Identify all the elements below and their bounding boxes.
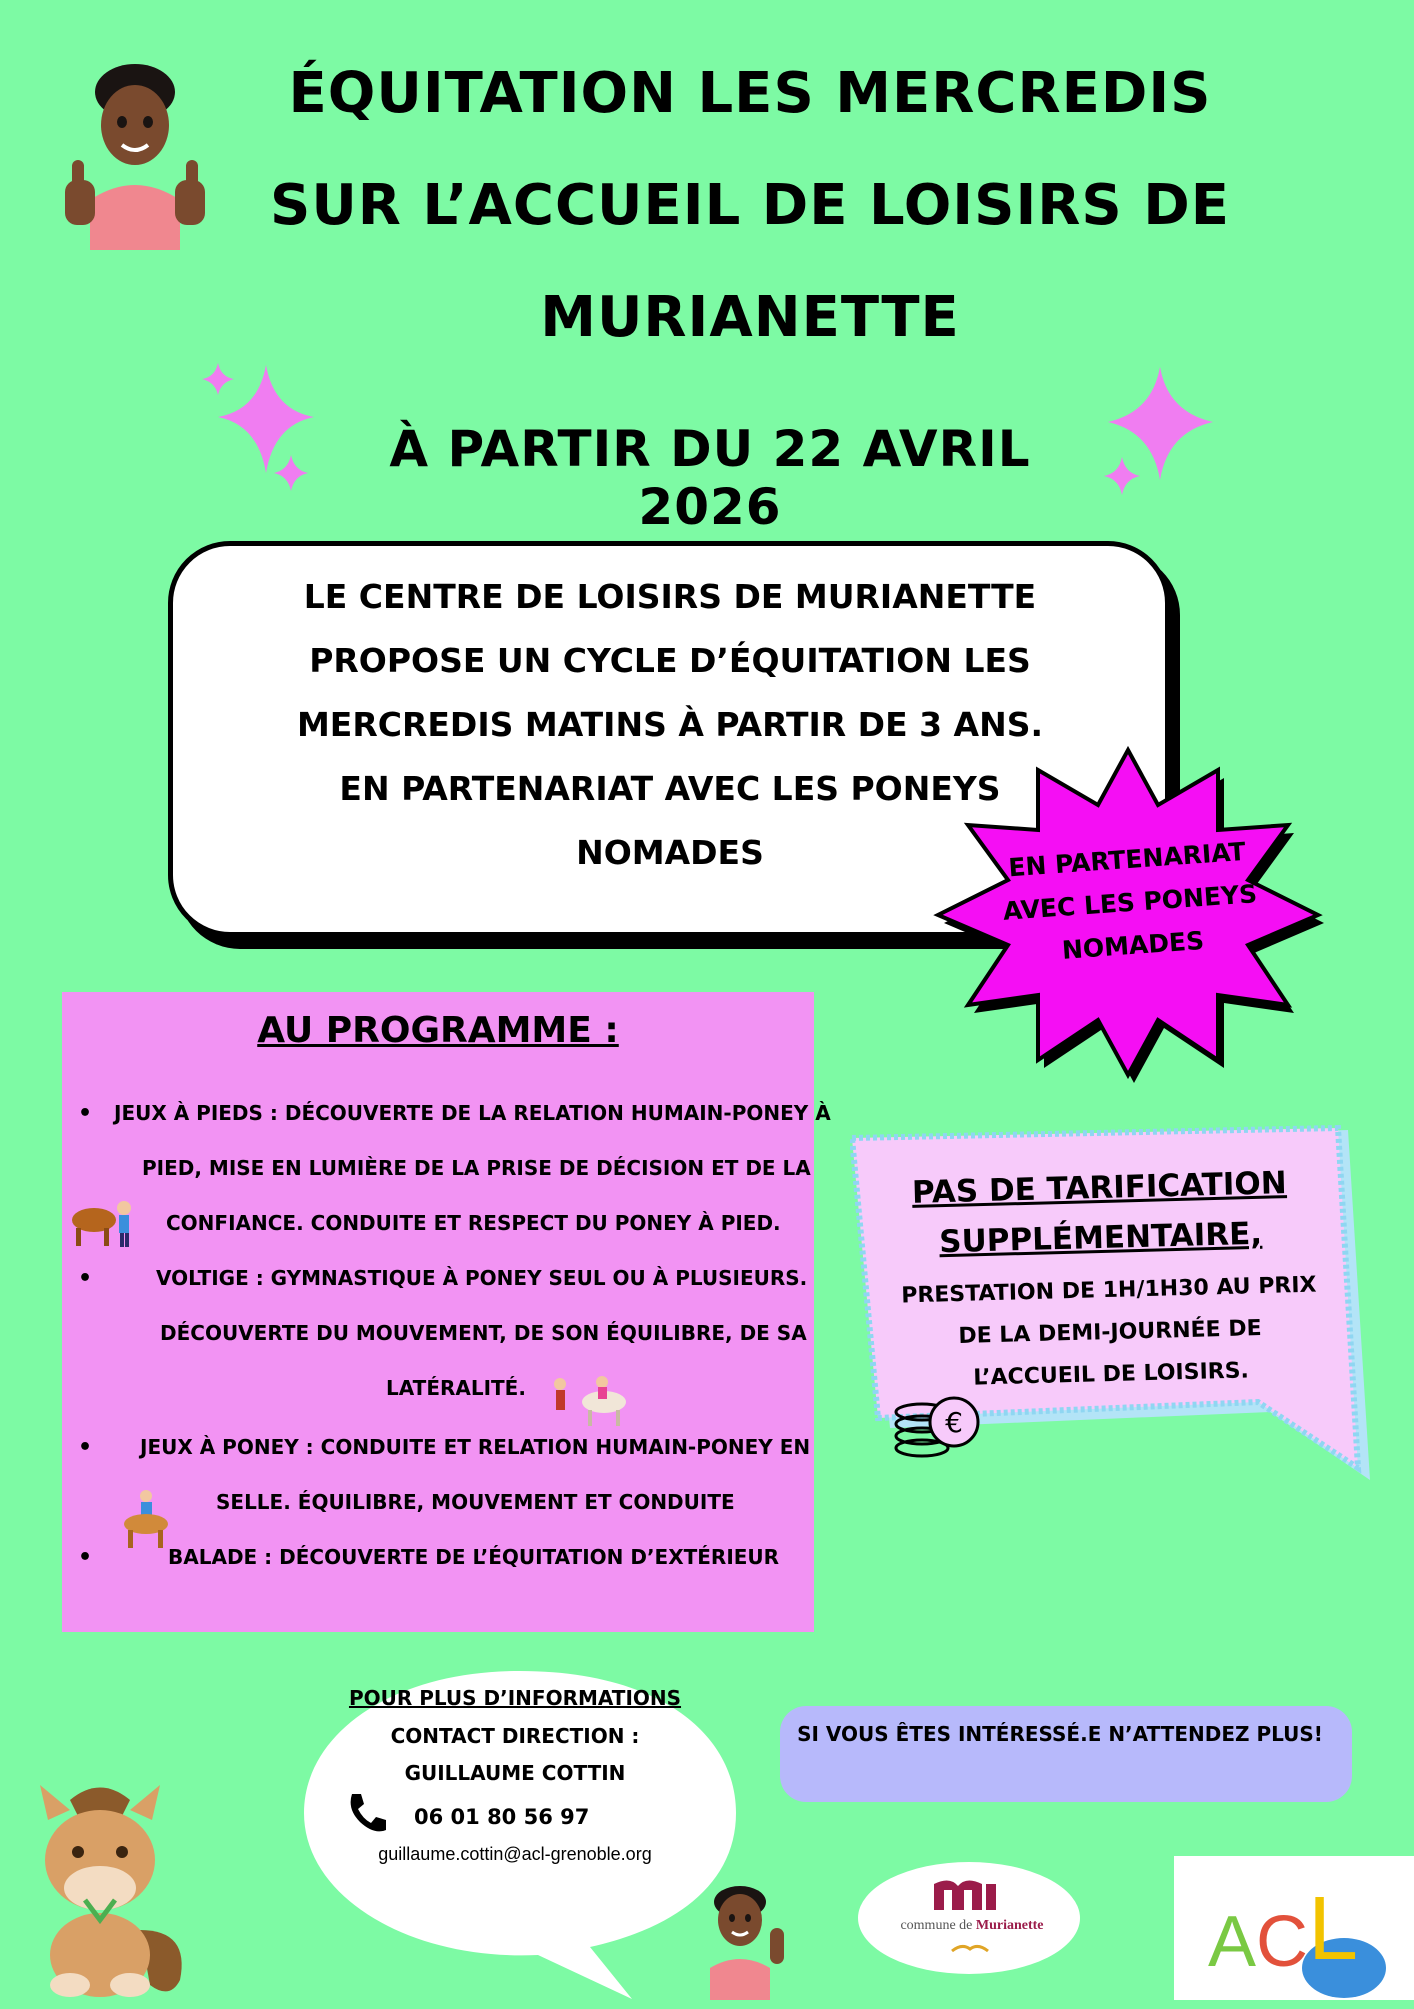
programme-line: BALADE : DÉCOUVERTE DE L’ÉQUITATION D’EXTÉRIEUR xyxy=(168,1545,780,1569)
pricing-title xyxy=(899,1158,1301,1268)
coins-euro-icon xyxy=(892,1390,984,1462)
title-line: ÉQUITATION LES MERCREDIS xyxy=(288,61,1212,126)
contact-direction: CONTACT DIRECTION : xyxy=(390,1724,640,1748)
partner-line: NOMADES xyxy=(1061,925,1205,965)
page-title xyxy=(220,38,1280,374)
intro-line: MERCREDIS MATINS À PARTIR DE 3 ANS. xyxy=(296,705,1044,744)
partner-badge-text xyxy=(986,828,1274,976)
intro-line: LE CENTRE DE LOISIRS DE MURIANETTE xyxy=(303,577,1037,616)
acl-letter-a: A xyxy=(1208,1902,1257,1982)
boy-avatar-waving-icon xyxy=(690,1880,790,2000)
partner-line: AVEC LES PONEYS xyxy=(1002,879,1258,926)
sparkle-icon xyxy=(1098,362,1248,512)
intro-line: NOMADES xyxy=(576,833,764,872)
programme-line: JEUX À PONEY : CONDUITE ET RELATION HUMAIN-PONEY EN xyxy=(140,1435,811,1459)
horse-child-icon xyxy=(548,1372,634,1428)
acl-logo xyxy=(1174,1856,1414,2000)
svg-text:€: € xyxy=(945,1406,963,1439)
phone-icon xyxy=(344,1790,390,1836)
pricing-title-line: SUPPLÉMENTAIRE, xyxy=(938,1215,1263,1261)
interest-callout xyxy=(780,1706,1352,1802)
intro-line: PROPOSE UN CYCLE D’ÉQUITATION LES xyxy=(309,641,1031,680)
title-line: SUR L’ACCUEIL DE LOISIRS DE xyxy=(270,173,1230,238)
programme-line: SELLE. ÉQUILIBRE, MOUVEMENT ET CONDUITE xyxy=(216,1490,735,1514)
partner-line: EN PARTENARIAT xyxy=(1007,836,1247,883)
programme-line: LATÉRALITÉ. xyxy=(386,1376,526,1400)
commune-logo xyxy=(858,1862,1080,1974)
acl-letter-c: C xyxy=(1256,1902,1308,1982)
contact-heading: POUR PLUS D’INFORMATIONS xyxy=(348,1686,682,1710)
horse-child-icon xyxy=(66,1190,142,1250)
commune-logo-text: commune de Murianette xyxy=(900,1918,1044,1933)
pricing-text xyxy=(888,1264,1331,1401)
pony-cartoon-icon xyxy=(30,1780,190,2000)
pricing-title-line: PAS DE TARIFICATION xyxy=(911,1165,1288,1211)
acl-letter-l: L xyxy=(1308,1879,1359,1979)
programme-bullet: • xyxy=(78,1545,93,1570)
wheat-icon xyxy=(950,1940,990,1954)
pricing-line: DE LA DEMI-JOURNÉE DE xyxy=(958,1316,1262,1349)
boy-avatar-thumbs-up-icon xyxy=(60,60,210,250)
programme-bullet: • xyxy=(78,1435,93,1460)
contact-phone[interactable]: 06 01 80 56 97 xyxy=(414,1805,590,1829)
programme-bullet: • xyxy=(78,1266,93,1291)
intro-line: EN PARTENARIAT AVEC LES PONEYS xyxy=(339,769,1001,808)
programme-line: JEUX À PIEDS : DÉCOUVERTE DE LA RELATION HUMAIN-PONEY À xyxy=(114,1101,831,1125)
title-line: MURIANETTE xyxy=(540,285,960,350)
contact-name: GUILLAUME COTTIN xyxy=(404,1761,626,1785)
start-date: À PARTIR DU 22 AVRIL 2026 xyxy=(389,420,1031,536)
programme-line: VOLTIGE : GYMNASTIQUE À PONEY SEUL OU À PLUSIEURS. xyxy=(156,1266,808,1290)
programme-bullet: • xyxy=(78,1101,93,1126)
sparkle-icon xyxy=(196,355,346,505)
interest-text: SI VOUS ÊTES INTÉRESSÉ.E N’ATTENDEZ PLUS! xyxy=(797,1722,1323,1746)
programme-line: DÉCOUVERTE DU MOUVEMENT, DE SON ÉQUILIBRE, DE SA xyxy=(160,1321,807,1345)
programme-title: AU PROGRAMME : xyxy=(257,1010,619,1051)
contact-email[interactable]: guillaume.cottin@acl-grenoble.org xyxy=(378,1844,652,1864)
commune-logo-mark xyxy=(930,1876,1010,1910)
pricing-line: PRESTATION DE 1H/1H30 AU PRIX xyxy=(900,1272,1317,1309)
programme-line: CONFIANCE. CONDUITE ET RESPECT DU PONEY À PIED. xyxy=(166,1211,781,1235)
programme-line: PIED, MISE EN LUMIÈRE DE LA PRISE DE DÉCISION ET DE LA xyxy=(142,1156,811,1180)
horse-child-icon xyxy=(118,1488,174,1550)
pricing-line: L’ACCUEIL DE LOISIRS. xyxy=(972,1358,1250,1391)
